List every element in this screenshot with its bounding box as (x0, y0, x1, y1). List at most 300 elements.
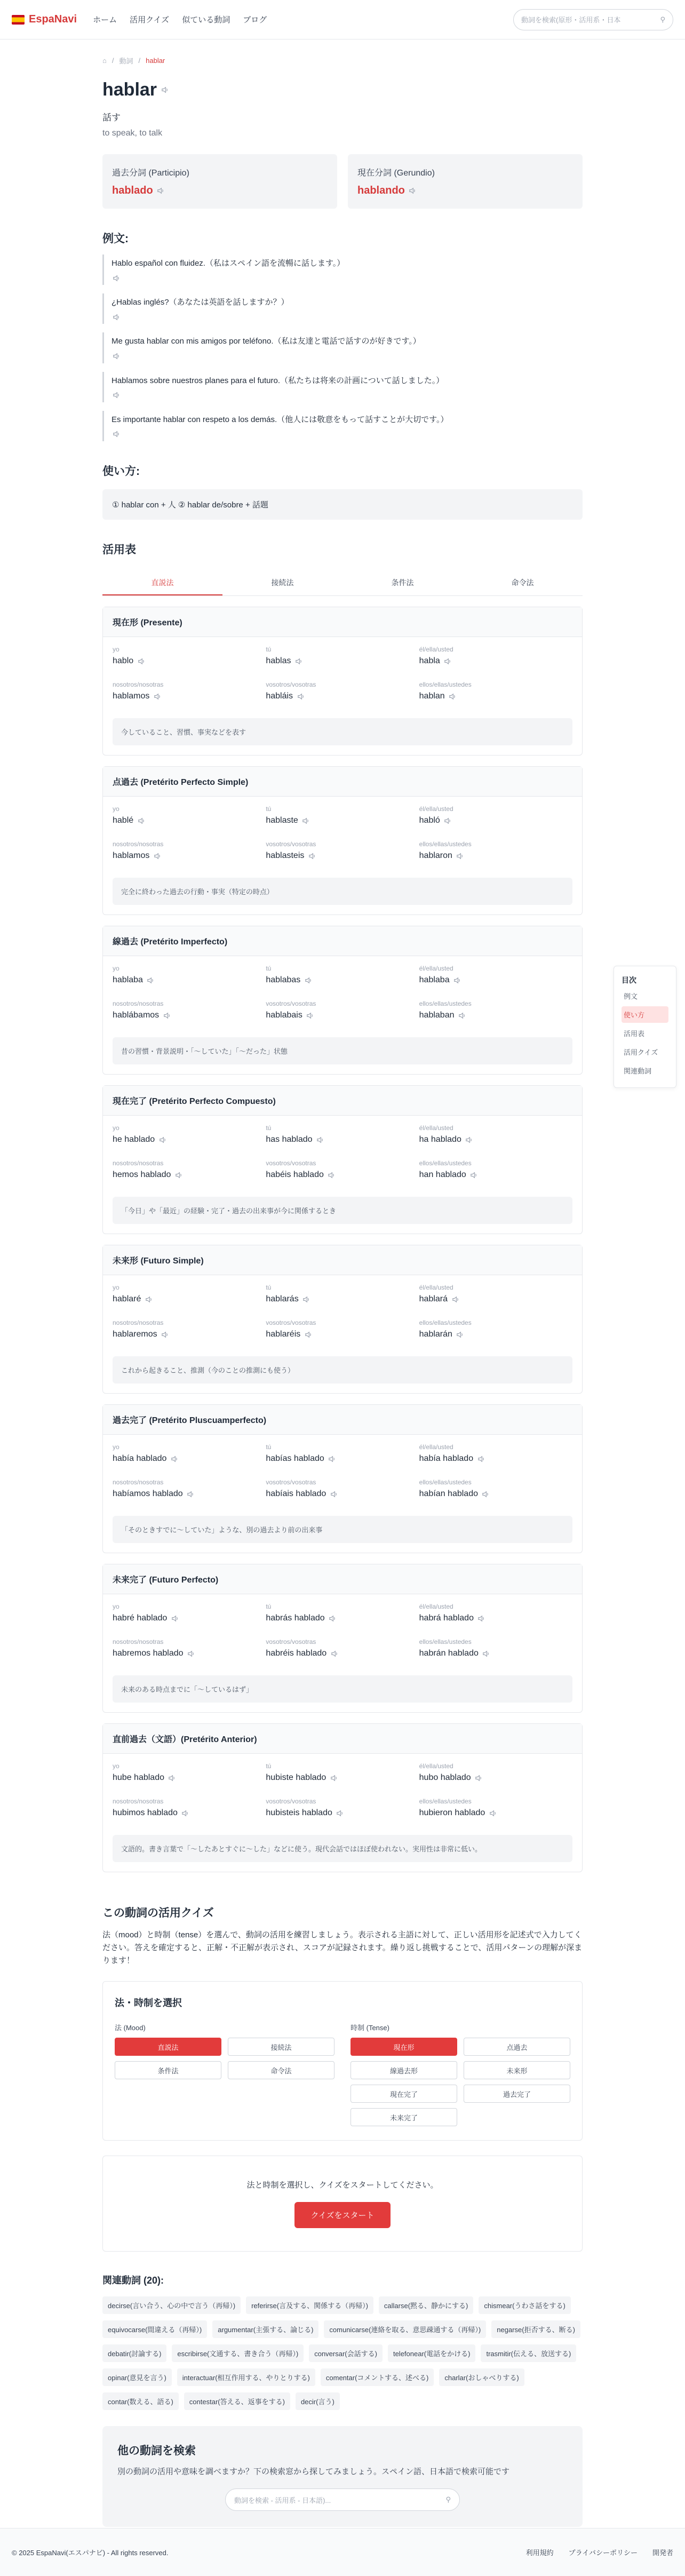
mood-label: 法 (Mood) (115, 2024, 146, 2032)
tense-button[interactable]: 現在完了 (351, 2085, 457, 2103)
speaker-icon[interactable] (328, 1454, 337, 1464)
form-text: hablasteis (266, 851, 305, 861)
quiz-intro: 法（mood）と時制（tense）を選んで、動詞の活用を練習しましょう。表示される主語に対して、正しい活用形を記述式で入力してください。答えを確定すると、正解・不正解が表示され、スコアが記録されます。繰り返し挑戦することで、活用パターンの理解が深まります！ (102, 1930, 583, 1966)
conjugation-form (266, 1773, 419, 1783)
tab-imperative[interactable]: 命令法 (511, 578, 534, 587)
person-label: ellos/ellas/ustedes (419, 681, 472, 689)
form-text: hemos hablado (113, 1170, 171, 1180)
speaker-icon[interactable] (187, 1649, 196, 1658)
search-input[interactable] (513, 9, 673, 30)
speaker-icon[interactable] (170, 1454, 179, 1464)
spain-flag-icon (12, 15, 25, 25)
person-label: yo (113, 965, 120, 973)
speaker-icon[interactable] (294, 656, 304, 666)
person-label: él/ella/usted (419, 1443, 453, 1451)
toc-item[interactable]: 使い方 (622, 1006, 668, 1023)
speaker-icon[interactable] (153, 851, 162, 861)
tense-note: 文語的。書き言葉で「〜したあとすぐに〜した」などに使う。現代会話ではほぼ使われない。実用性は非常に低い。 (113, 1835, 572, 1862)
speaker-icon[interactable] (168, 1773, 177, 1783)
form-text: había hablado (419, 1454, 474, 1464)
speaker-icon[interactable] (111, 391, 121, 400)
gerund-card (348, 154, 583, 209)
conjugation-cell (113, 646, 266, 681)
tense-table (102, 1085, 583, 1234)
conjugation-form (266, 1613, 419, 1623)
copyright: © 2025 EspaNavi(エスパナビ) - All rights reserved. (12, 2548, 169, 2557)
quiz-heading: この動詞の活用クイズ (102, 1907, 214, 1920)
conjugation-cell (419, 1124, 572, 1159)
conjugation-cell (419, 1159, 572, 1195)
speaker-icon[interactable] (469, 1170, 479, 1180)
person-label: tú (266, 805, 272, 813)
mood-button[interactable]: 直説法 (115, 2038, 221, 2056)
person-label: ellos/ellas/ustedes (419, 1638, 472, 1646)
speaker-icon[interactable] (153, 691, 162, 701)
conjugation-cell (266, 1638, 419, 1673)
toc-item[interactable]: 例文 (624, 992, 638, 1000)
conjugation-cell (419, 1798, 572, 1833)
speaker-icon[interactable] (327, 1170, 337, 1180)
quiz-selector-title: 法・時制を選択 (115, 1998, 182, 2009)
speaker-icon[interactable] (453, 975, 463, 985)
speaker-icon[interactable] (111, 312, 121, 322)
conjugation-cell (266, 1762, 419, 1798)
conjugation-form (266, 1135, 419, 1144)
tense-note: 「今日」や「最近」の経験・完了・過去の出来事が今に関係するとき (113, 1197, 572, 1224)
tense-button[interactable]: 過去完了 (464, 2085, 570, 2103)
conjugation-cell (419, 805, 572, 840)
speaker-icon[interactable] (186, 1489, 196, 1499)
tab-subjunctive[interactable]: 接続法 (271, 578, 294, 587)
form-text: habíais hablado (266, 1489, 326, 1499)
person-label: yo (113, 646, 120, 654)
participle-value (112, 185, 328, 197)
developer-link[interactable]: 開発者 (652, 2548, 673, 2557)
conjugation-cell (266, 646, 419, 681)
speaker-icon[interactable] (443, 656, 453, 666)
person-label: él/ella/usted (419, 1284, 453, 1292)
form-text: habremos hablado (113, 1649, 184, 1658)
speaker-icon[interactable] (476, 1454, 486, 1464)
person-label: nosotros/nosotras (113, 1798, 164, 1806)
form-text: hablas (266, 656, 291, 666)
conjugation-form (419, 1454, 572, 1464)
person-label: yo (113, 1762, 120, 1770)
tab-conditional[interactable]: 条件法 (391, 578, 414, 587)
form-text: habían hablado (419, 1489, 478, 1499)
person-label: nosotros/nosotras (113, 681, 164, 689)
related-verb-chip[interactable]: argumentar(主張する、論じる) (212, 2320, 318, 2338)
form-text: habéis hablado (266, 1170, 324, 1180)
privacy-link[interactable]: プライバシーポリシー (568, 2548, 638, 2557)
speaker-icon[interactable] (408, 186, 418, 196)
speaker-icon[interactable] (137, 816, 146, 825)
search-icon[interactable]: ⚲ (445, 2495, 451, 2504)
tense-note: 未来のある時点までに「〜しているはず」 (113, 1675, 572, 1703)
person-label: tú (266, 646, 272, 654)
speaker-icon[interactable] (174, 1170, 184, 1180)
conjugation-form (113, 1613, 266, 1623)
conjugation-cell (419, 1638, 572, 1673)
related-verb-chip[interactable]: debatir(討論する) (102, 2344, 166, 2362)
related-verb-chip[interactable]: opinar(意見を言う) (102, 2368, 172, 2386)
speaker-icon[interactable] (111, 351, 121, 361)
person-label: yo (113, 1284, 120, 1292)
related-heading: 関連動詞 (20): (102, 2275, 164, 2286)
mood-button[interactable]: 接続法 (228, 2038, 334, 2056)
mood-button[interactable]: 命令法 (228, 2061, 334, 2079)
person-label: vosotros/vosotras (266, 1638, 316, 1646)
nav-blog[interactable]: ブログ (243, 15, 267, 25)
related-verb-chip[interactable]: chismear(うわさ話をする) (479, 2296, 570, 2314)
mood-button[interactable]: 条件法 (115, 2061, 221, 2079)
tense-note: 「そのときすでに〜していた」ような、別の過去より前の出来事 (113, 1516, 572, 1543)
conjugation-cell (113, 1159, 266, 1195)
related-verb-chip[interactable]: comunicarse(連絡を取る、意思疎通する（再帰）) (324, 2320, 486, 2338)
speaker-icon[interactable] (158, 1135, 168, 1144)
table-of-contents (614, 966, 676, 1088)
form-text: hablarán (419, 1330, 452, 1339)
toc-item[interactable]: 活用表 (624, 1030, 645, 1038)
toc-item[interactable]: 活用クイズ (624, 1048, 658, 1056)
start-quiz-button[interactable]: クイズをスタート (294, 2202, 390, 2228)
breadcrumb (102, 55, 583, 66)
examples-list (102, 255, 583, 441)
form-text: hablaba (113, 975, 143, 985)
form-text: habíamos hablado (113, 1489, 183, 1499)
conjugation-cell (113, 1603, 266, 1638)
speaker-icon[interactable] (451, 1294, 460, 1304)
conjugation-form (266, 1011, 419, 1020)
form-text: hubo hablado (419, 1773, 471, 1783)
tense-button[interactable]: 線過去形 (351, 2061, 457, 2079)
nav-similar[interactable]: 似ている動詞 (182, 15, 230, 25)
speaker-icon[interactable] (162, 1011, 172, 1020)
participle-card (102, 154, 337, 209)
tense-note: 今していること、習慣、事実などを表す (113, 718, 572, 745)
speaker-icon[interactable] (111, 273, 121, 283)
terms-link[interactable]: 利用規約 (525, 2548, 554, 2557)
form-text: ha hablado (419, 1135, 461, 1144)
related-verb-chip[interactable]: equivocarse(間違える（再帰）) (102, 2320, 207, 2338)
form-text: hablaré (113, 1294, 141, 1304)
related-verb-chip[interactable]: escribirse(文通する、書き合う（再帰）) (172, 2344, 304, 2362)
tense-label: 時制 (Tense) (351, 2024, 389, 2032)
example-item (102, 411, 583, 441)
speaker-icon[interactable] (329, 1773, 339, 1783)
speaker-icon[interactable] (456, 1330, 465, 1339)
related-verb-chip[interactable]: callarse(黙る、静かにする) (379, 2296, 473, 2314)
speaker-icon[interactable] (328, 1613, 338, 1623)
conjugation-form (419, 656, 572, 666)
tense-note: 昔の習慣・背景説明・「〜していた」「〜だった」状態 (113, 1037, 572, 1064)
form-text: hube hablado (113, 1773, 164, 1783)
quiz-start-panel (102, 2156, 583, 2252)
person-label: él/ella/usted (419, 1762, 453, 1770)
conjugation-form (113, 1011, 266, 1020)
conjugation-cell (113, 1319, 266, 1354)
related-verb-chip[interactable]: decirse(言い合う、心の中で言う（再帰）) (102, 2296, 241, 2314)
main-nav (93, 14, 267, 25)
person-label: nosotros/nosotras (113, 1478, 164, 1486)
speaker-icon[interactable] (488, 1808, 498, 1818)
speaker-icon[interactable] (330, 1649, 339, 1658)
form-text: hablábamos (113, 1011, 160, 1020)
example-text: ¿Hablas inglés?（あなたは英語を話しますか？） (111, 298, 289, 307)
tense-table (102, 1564, 583, 1713)
person-label: ellos/ellas/ustedes (419, 1319, 472, 1327)
related-verb-chip[interactable]: decir(言う) (296, 2392, 340, 2410)
speaker-icon[interactable] (160, 85, 170, 95)
person-label: vosotros/vosotras (266, 1798, 316, 1806)
conjugation-cell (419, 1284, 572, 1319)
conjugation-heading: 活用表 (102, 544, 136, 556)
tense-table (102, 1404, 583, 1553)
conjugation-form (419, 691, 572, 701)
conjugation-form (266, 1808, 419, 1818)
person-label: ellos/ellas/ustedes (419, 1159, 472, 1167)
related-verb-chip[interactable]: comentar(コメントする、述べる) (321, 2368, 434, 2386)
speaker-icon[interactable] (465, 1135, 474, 1144)
form-text: hablan (419, 691, 445, 701)
conjugation-cell (266, 965, 419, 1000)
person-label: tú (266, 1762, 272, 1770)
conjugation-cell (419, 840, 572, 876)
form-text: habrá hablado (419, 1613, 474, 1623)
usage-heading: 使い方: (102, 465, 140, 478)
speaker-icon[interactable] (111, 430, 121, 439)
related-verbs (102, 2296, 583, 2410)
conjugation-cell (266, 805, 419, 840)
conjugation-cell (266, 840, 419, 876)
breadcrumb-sep: / (111, 57, 114, 65)
verb-meaning: 話す (102, 113, 121, 123)
person-label: nosotros/nosotras (113, 1159, 164, 1167)
conjugation-form (266, 1330, 419, 1339)
tense-title: 未来完了 (Futuro Perfecto) (103, 1564, 582, 1594)
conjugation-form (266, 1294, 419, 1304)
person-label: vosotros/vosotras (266, 681, 316, 689)
tense-button[interactable]: 未来完了 (351, 2108, 457, 2126)
related-verb-chip[interactable]: referirse(言及する、関係する（再帰）) (246, 2296, 373, 2314)
verb-meaning-en: to speak, to talk (102, 129, 163, 138)
conjugation-cell (266, 1159, 419, 1195)
logo[interactable] (12, 13, 77, 26)
conjugation-form (113, 1808, 266, 1818)
form-text: hablabas (266, 975, 301, 985)
form-text: hablaremos (113, 1330, 157, 1339)
breadcrumb-current: hablar (146, 57, 165, 65)
speaker-icon[interactable] (304, 975, 313, 985)
tense-button[interactable]: 現在形 (351, 2038, 457, 2056)
person-label: vosotros/vosotras (266, 1159, 316, 1167)
speaker-icon[interactable] (316, 1135, 325, 1144)
related-verb-chip[interactable]: contar(数える、語る) (102, 2392, 179, 2410)
conjugation-form (113, 1649, 266, 1658)
nav-quiz[interactable]: 活用クイズ (130, 15, 170, 25)
toc-title: 目次 (622, 976, 636, 984)
conjugation-cell (266, 1798, 419, 1833)
speaker-icon[interactable] (302, 1294, 312, 1304)
example-text: Me gusta hablar con mis amigos por teléfono.（私は友達と電話で話すのが好きです。） (111, 337, 421, 346)
form-text: hablaste (266, 816, 298, 825)
speaker-icon[interactable] (448, 691, 458, 701)
mood-tabs (102, 571, 583, 596)
speaker-icon[interactable] (336, 1808, 345, 1818)
related-verb-chip[interactable]: telefonear(電話をかける) (388, 2344, 475, 2362)
conjugation-cell (419, 1478, 572, 1514)
conjugation-form (266, 975, 419, 985)
person-label: vosotros/vosotras (266, 1478, 316, 1486)
breadcrumb-sep: / (138, 57, 141, 65)
speaker-icon[interactable] (156, 186, 166, 196)
form-text: hubimos hablado (113, 1808, 178, 1818)
person-label: nosotros/nosotras (113, 1319, 164, 1327)
speaker-icon[interactable] (161, 1330, 170, 1339)
site-footer (0, 2528, 685, 2576)
speaker-icon[interactable] (304, 1330, 313, 1339)
tense-title: 直前過去（文語）(Pretérito Anterior) (103, 1724, 582, 1754)
speaker-icon[interactable] (477, 1613, 487, 1623)
speaker-icon[interactable] (456, 851, 465, 861)
tense-button[interactable]: 点過去 (464, 2038, 570, 2056)
example-item (102, 332, 583, 363)
conjugation-cell (113, 1443, 266, 1478)
form-text: he hablado (113, 1135, 155, 1144)
site-header (0, 0, 685, 39)
speaker-icon[interactable] (443, 816, 453, 825)
tense-title: 点過去 (Pretérito Perfecto Simple) (103, 767, 582, 797)
search-icon[interactable]: ⚲ (660, 15, 665, 23)
conjugation-form (419, 1135, 572, 1144)
example-item (102, 293, 583, 324)
example-item (102, 372, 583, 402)
form-text: había hablado (113, 1454, 167, 1464)
verb-search-input[interactable] (225, 2488, 460, 2511)
person-label: vosotros/vosotras (266, 1000, 316, 1008)
brand-name: EspaNavi (29, 13, 77, 25)
speaker-icon[interactable] (458, 1011, 467, 1020)
conjugation-form (113, 1294, 266, 1304)
form-text: habla (419, 656, 440, 666)
speaker-icon[interactable] (181, 1808, 190, 1818)
conjugation-form (419, 1330, 572, 1339)
person-label: vosotros/vosotras (266, 840, 316, 848)
conjugation-form (419, 1294, 572, 1304)
conjugation-form (419, 1613, 572, 1623)
nav-home[interactable]: ホーム (93, 15, 117, 25)
speaker-icon[interactable] (296, 691, 306, 701)
related-verb-chip[interactable]: charlar(おしゃべりする) (439, 2368, 524, 2386)
conjugation-form (113, 1773, 266, 1783)
speaker-icon[interactable] (301, 816, 311, 825)
verb-search-placeholder: 動詞を検索 - 活用系 - 日本語)... (234, 2496, 331, 2505)
speaker-icon[interactable] (170, 1613, 180, 1623)
speaker-icon[interactable] (144, 1294, 154, 1304)
form-text: hablo (113, 656, 134, 666)
related-verb-chip[interactable]: conversar(会話する) (309, 2344, 383, 2362)
form-text: hablaba (419, 975, 450, 985)
conjugation-cell (113, 805, 266, 840)
person-label: tú (266, 1284, 272, 1292)
person-label: yo (113, 1124, 120, 1132)
conjugation-cell (113, 1284, 266, 1319)
person-label: tú (266, 965, 272, 973)
conjugation-cell (419, 1000, 572, 1035)
tense-table (102, 766, 583, 915)
conjugation-form (419, 816, 572, 825)
tense-button[interactable]: 未来形 (464, 2061, 570, 2079)
toc-item[interactable]: 関連動詞 (624, 1067, 652, 1075)
conjugation-form (266, 1170, 419, 1180)
speaker-icon[interactable] (481, 1489, 491, 1499)
conjugation-cell (419, 1603, 572, 1638)
conjugation-form (266, 816, 419, 825)
conjugation-cell (113, 681, 266, 716)
form-text: habréis hablado (266, 1649, 327, 1658)
speaker-icon[interactable] (329, 1489, 339, 1499)
example-text: Es importante hablar con respeto a los demás.（他人には敬意をもって話すことが大切です。） (111, 415, 449, 424)
conjugation-form (419, 975, 572, 985)
conjugation-cell (419, 965, 572, 1000)
conjugation-cell (266, 1284, 419, 1319)
form-text: hablaron (419, 851, 452, 861)
tab-indicative[interactable]: 直説法 (102, 571, 222, 595)
person-label: yo (113, 805, 120, 813)
conjugation-form (419, 1649, 572, 1658)
speaker-icon[interactable] (474, 1773, 484, 1783)
conjugation-form (113, 1489, 266, 1499)
form-text: hablaréis (266, 1330, 301, 1339)
related-verb-chip[interactable]: negarse(拒否する、断る) (491, 2320, 580, 2338)
speaker-icon[interactable] (306, 1011, 315, 1020)
usage-box: ① hablar con + 人 ② hablar de/sobre + 話題 (102, 489, 583, 520)
participle-label: 過去分詞 (Participio) (112, 169, 189, 178)
conjugation-form (113, 1330, 266, 1339)
conjugation-cell (113, 965, 266, 1000)
speaker-icon[interactable] (137, 656, 146, 666)
speaker-icon[interactable] (307, 851, 317, 861)
gerund-value (357, 185, 573, 197)
tense-title: 過去完了 (Pretérito Pluscuamperfecto) (103, 1405, 582, 1435)
form-text: han hablado (419, 1170, 466, 1180)
form-text: habláis (266, 691, 293, 701)
form-text: hubiste hablado (266, 1773, 326, 1783)
conjugation-cell (266, 1000, 419, 1035)
speaker-icon[interactable] (482, 1649, 491, 1658)
gerund-label: 現在分詞 (Gerundio) (357, 169, 435, 178)
person-label: vosotros/vosotras (266, 1319, 316, 1327)
form-text: hablaban (419, 1011, 455, 1020)
person-label: él/ella/usted (419, 1124, 453, 1132)
conjugation-form (266, 1489, 419, 1499)
form-text: habías hablado (266, 1454, 324, 1464)
breadcrumb-verbs[interactable]: 動詞 (119, 57, 133, 65)
form-text: habrás hablado (266, 1613, 325, 1623)
example-text: Hablamos sobre nuestros planes para el futuro.（私たちは将来の計画について話しました。） (111, 376, 444, 385)
related-verb-chip[interactable]: interactuar(相互作用する、やりとりする) (177, 2368, 315, 2386)
related-verb-chip[interactable]: contestar(答える、返事をする) (184, 2392, 290, 2410)
conjugation-form (266, 1649, 419, 1658)
form-text: habrán hablado (419, 1649, 479, 1658)
conjugation-cell (419, 1443, 572, 1478)
speaker-icon[interactable] (146, 975, 156, 985)
conjugation-cell (113, 1798, 266, 1833)
person-label: nosotros/nosotras (113, 1638, 164, 1646)
related-verb-chip[interactable]: trasmitir(伝える、放送する) (481, 2344, 576, 2362)
home-icon[interactable]: ⌂ (102, 57, 107, 65)
conjugation-form (419, 1170, 572, 1180)
